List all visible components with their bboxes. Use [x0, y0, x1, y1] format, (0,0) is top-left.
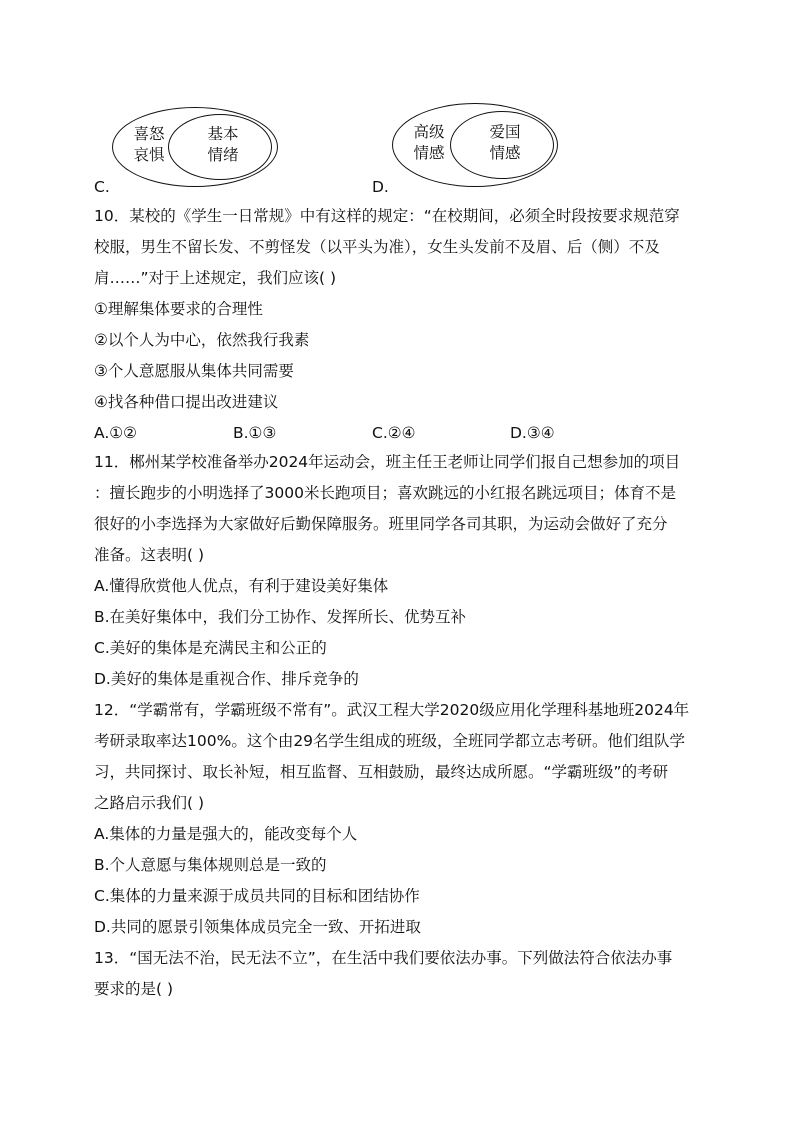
q11-stem-line: ：擅长跑步的小明选择了3000米长跑项目；喜欢跳远的小红报名跳远项目；体育不是 — [94, 484, 676, 502]
inner-label-line: 爱国 — [489, 123, 521, 141]
q11-option-d: D.美好的集体是重视合作、排斥竞争的 — [94, 670, 359, 688]
q11-stem-line: 很好的小李选择为大家做好后勤保障服务。班里同学各司其职，为运动会做好了充分 — [94, 515, 668, 533]
q10-item: ④找各种借口提出改进建议 — [94, 393, 279, 411]
inner-label-line: 情绪 — [207, 146, 239, 164]
q10-stem-line: 10．某校的《学生一日常规》中有这样的规定：“在校期间，必须全时段按要求规范穿 — [94, 207, 680, 225]
q12-stem-line: 之路启示我们( ) — [94, 794, 205, 812]
q12-option-b: B.个人意愿与集体规则总是一致的 — [94, 856, 327, 874]
q12-option-a: A.集体的力量是强大的，能改变每个人 — [94, 825, 358, 843]
q12-stem-line: 习，共同探讨、取长补短，相互监督、互相鼓励，最终达成所愿。“学霸班级”的考研 — [94, 763, 669, 781]
q10-option-c: C.②④ — [372, 424, 416, 442]
outer-label-line: 情感 — [413, 144, 445, 162]
inner-label — [480, 122, 530, 164]
q11-stem-line: 准备。这表明( ) — [94, 546, 205, 564]
q11-option-a: A.懂得欣赏他人优点，有利于建设美好集体 — [94, 577, 389, 595]
q12-stem-line: 考研录取率达100%。这个由29名学生组成的班级，全班同学都立志考研。他们组队学 — [94, 732, 686, 750]
diagram-d-label: D. — [372, 178, 389, 196]
q11-option-c: C.美好的集体是充满民主和公正的 — [94, 639, 327, 657]
outer-label — [124, 124, 174, 166]
q10-option-b: B.①③ — [233, 424, 277, 442]
outer-label — [404, 122, 454, 164]
q10-option-d: D.③④ — [510, 424, 555, 442]
inner-label-line: 基本 — [207, 125, 239, 143]
q10-stem-line: 肩……”对于上述规定，我们应该( ) — [94, 269, 337, 287]
q11-stem-line: 11．郴州某学校准备举办2024年运动会，班主任王老师让同学们报自己想参加的项目 — [94, 453, 681, 471]
diagram-c — [112, 107, 278, 187]
q10-item: ①理解集体要求的合理性 — [94, 300, 263, 318]
q13-stem-line: 13．“国无法不治，民无法不立”，在生活中我们要依法办事。下列做法符合依法办事 — [94, 949, 673, 967]
q12-option-d: D.共同的愿景引领集体成员完全一致、开拓进取 — [94, 918, 421, 936]
q12-option-c: C.集体的力量来源于成员共同的目标和团结协作 — [94, 887, 420, 905]
q10-option-a: A.①② — [94, 424, 138, 442]
q10-item: ③个人意愿服从集体共同需要 — [94, 362, 294, 380]
outer-label-line: 哀惧 — [133, 146, 165, 164]
diagram-c-label: C. — [94, 178, 110, 196]
diagram-d — [392, 103, 558, 187]
inner-label — [198, 124, 248, 166]
q12-stem-line: 12．“学霸常有，学霸班级不常有”。武汉工程大学2020级应用化学理科基地班2024年 — [94, 701, 690, 719]
inner-label-line: 情感 — [489, 144, 521, 162]
q13-stem-line: 要求的是( ) — [94, 980, 174, 998]
outer-label-line: 高级 — [413, 123, 445, 141]
q10-item: ②以个人为中心，依然我行我素 — [94, 331, 310, 349]
q10-stem-line: 校服，男生不留长发、不剪怪发（以平头为准），女生头发前不及眉、后（侧）不及 — [94, 238, 660, 256]
q11-option-b: B.在美好集体中，我们分工协作、发挥所长、优势互补 — [94, 608, 467, 626]
outer-label-line: 喜怒 — [133, 125, 165, 143]
